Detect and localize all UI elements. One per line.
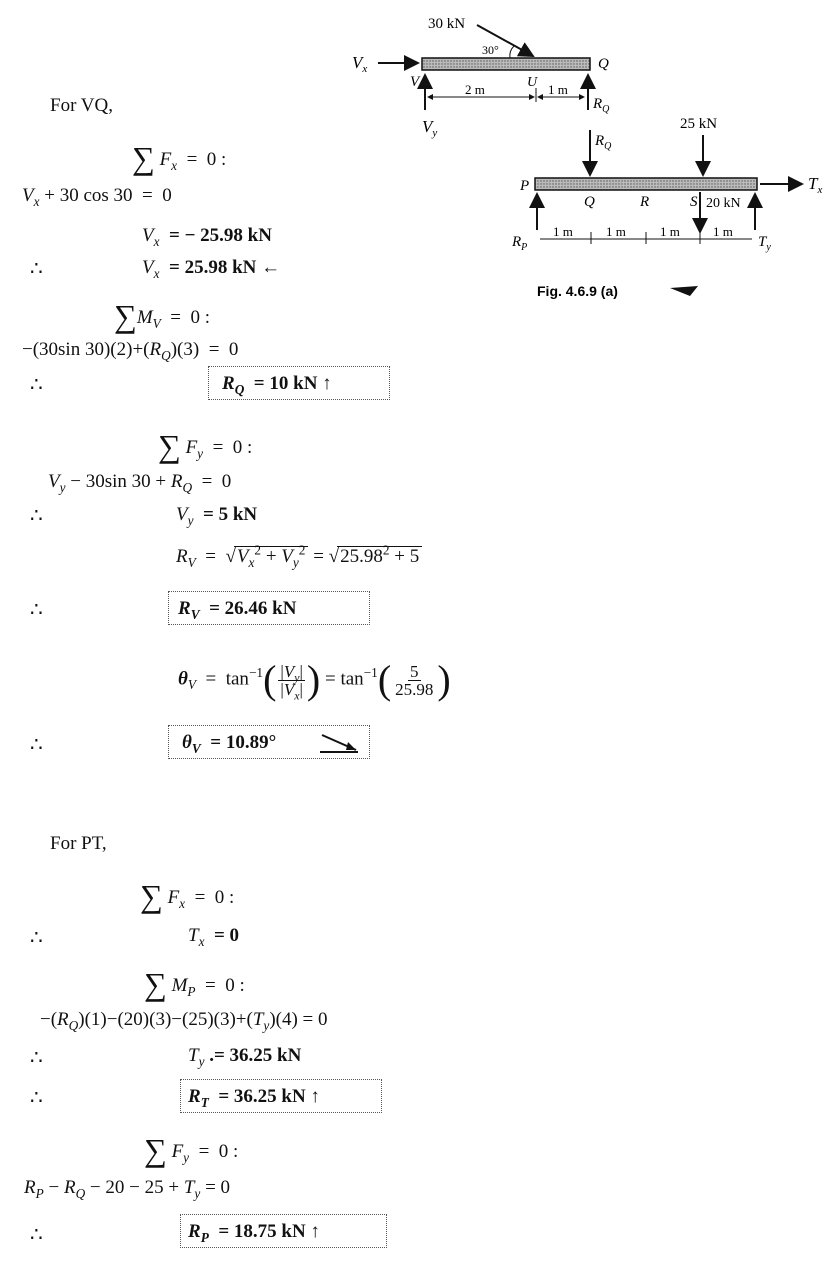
figure-caption: Fig. 4.6.9 (a) (537, 283, 618, 299)
rp-result: $R_P = 18.75$ kN ↑ (188, 1221, 320, 1245)
therefore-8: ∴ (30, 1087, 43, 1109)
rv-result: $R_V = 26.46$ kN (178, 598, 297, 622)
rp-label: R (512, 234, 522, 250)
eq-tx-value: $T_x = 0$ (188, 925, 240, 949)
scan-mark (670, 286, 698, 296)
therefore-3: ∴ (30, 505, 43, 527)
q-label-bottom: Q (584, 194, 595, 210)
r-label: R (640, 194, 650, 210)
dim-2m: 2 m (465, 82, 485, 97)
therefore-1: ∴ (30, 258, 43, 280)
sum-fx-eq-pt: ∑ $F_x = 0$ : (140, 878, 235, 914)
dim-b: 1 m (606, 224, 626, 239)
therefore-2: ∴ (30, 374, 43, 396)
rq-result: $R_Q = 10$ kN ↑ (222, 373, 332, 397)
angle-label: 30° (482, 43, 499, 57)
eq-vx-value: $V_x$ = − 25.98 kN (142, 225, 272, 249)
sum-fy-eq-pt: ∑ $F_y = 0$ : (144, 1132, 239, 1168)
svg-text:Tx: $T_x$ (808, 174, 823, 196)
rq-label-bottom: R (595, 133, 605, 149)
eq-vy-value: $V_y = 5$ kN (176, 504, 258, 528)
vy-label: V (422, 117, 433, 136)
eq-moment-p: $-(R_Q)(1)-(20)(3)-(25)(3)+(T_y)(4) = 0$ (40, 1009, 328, 1033)
svg-text:Vy: $V_y$ (422, 117, 438, 139)
pt-heading: For PT, (50, 833, 107, 854)
eq-rp-sum: $R_P - R_Q - 20 - 25 + T_y = 0$ (24, 1177, 231, 1201)
s-label: S (690, 194, 698, 210)
vx-label: V (352, 53, 363, 72)
eq-vy-sum: $V_y - 30\sin$ $30 + R_Q = 0$ (48, 471, 232, 495)
eq-rv-formula: $R_V = √V_x^2 + V_y^2 = √25.98^2 + 5$ (176, 546, 422, 566)
therefore-5: ∴ (30, 734, 43, 756)
p-label: P (520, 178, 530, 194)
eq-vx-sum: $V_x + 30$ cos 30 = 0 (22, 185, 172, 209)
svg-text:RQ: $R_Q$ (593, 96, 610, 115)
angle-direction-icon (318, 732, 360, 754)
sum-mv-eq: $\sum M_V = 0$ : (114, 298, 211, 334)
top-beam (352, 16, 610, 139)
rt-result: $R_T = 36.25$ kN ↑ (188, 1086, 320, 1110)
eq-theta-formula: $\theta_V = \tan^{-1}$( $\frac{|V_y|}{|V_x|}$ ) = $\tan^{-1}$( $\frac{5}{25.98}$ ) (178, 657, 451, 702)
q-label-top: Q (598, 56, 609, 72)
rq-label-top: R (593, 96, 603, 112)
eq-vx-final: $V_x = 25.98$ kN ← (142, 257, 281, 281)
load-25kn: 25 kN (680, 116, 718, 132)
eq-moment-v: −(30sin $30)(2)+(R_Q)(3) = 0$ (22, 339, 239, 363)
ty-label: T (758, 234, 767, 250)
beam-figure (0, 0, 834, 320)
svg-text:RP: $R_P$ (512, 234, 528, 253)
eq-ty-value: $T_y$ .= 36.25 kN (188, 1045, 302, 1069)
therefore-6: ∴ (30, 927, 43, 949)
therefore-7: ∴ (30, 1047, 43, 1069)
theta-result: $\theta_V = 10.89^\circ$ (182, 732, 277, 756)
therefore-4: ∴ (30, 599, 43, 621)
top-load-label: 30 kN (428, 16, 466, 32)
dim-1m: 1 m (548, 82, 568, 97)
svg-text:Ty: $T_y$ (758, 234, 771, 253)
v-label: V (410, 74, 420, 90)
sum-fy-eq-vq: ∑ $F_y = 0$ : (158, 428, 253, 464)
therefore-9: ∴ (30, 1224, 43, 1246)
sum-mp-eq: ∑ $M_P = 0$ : (144, 966, 245, 1002)
svg-text:Vx: $V_x$ (352, 53, 368, 75)
bottom-beam (511, 116, 822, 253)
dim-a: 1 m (553, 224, 573, 239)
dim-c: 1 m (660, 224, 680, 239)
vq-heading: For VQ, (50, 95, 113, 116)
svg-text:RQ: $R_Q$ (595, 133, 612, 152)
u-label: U (527, 75, 538, 90)
sum-fx-eq-vq: ∑ $F_x = 0$ : (132, 140, 227, 176)
dim-d: 1 m (713, 224, 733, 239)
tx-label: T (808, 174, 818, 193)
load-20kn: 20 kN (706, 196, 741, 211)
